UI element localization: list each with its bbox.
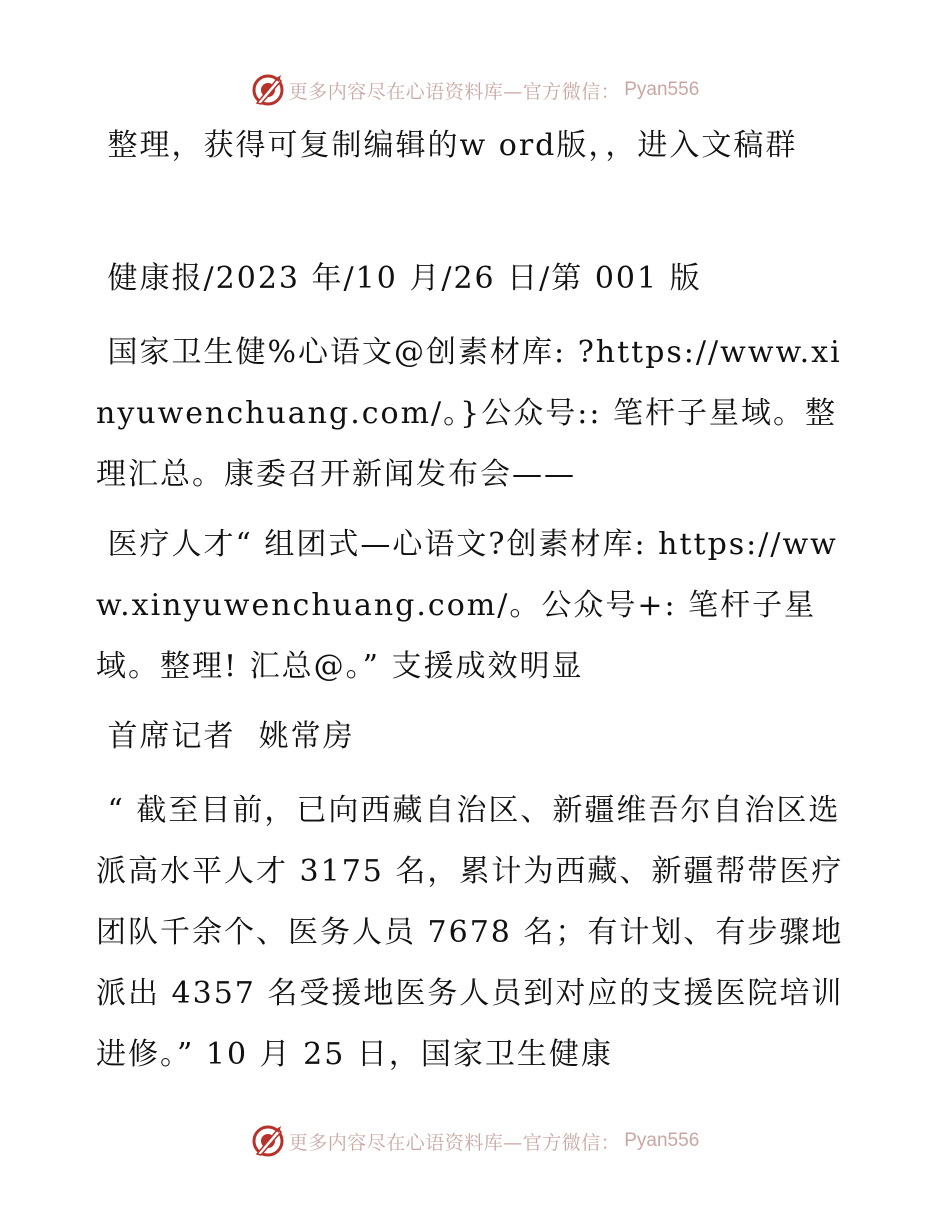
- footer-banner-text: 更多内容尽在心语资料库—官方微信：: [288, 1131, 621, 1154]
- paragraph-body: “ 截至目前，已向西藏自治区、新疆维吾尔自治区选派高水平人才 3175 名，累计为西藏、新疆帮带医疗团队千余个、医务人员 7678 名；有计划、有步骤地派出 4357 名受援地医务人员到对应的支援医院培训进修。” 10 月 25 日，国家卫生健康: [96, 793, 844, 1072]
- quill-logo-icon: [251, 73, 285, 107]
- header-banner-text: 更多内容尽在心语资料库—官方微信：: [288, 80, 621, 103]
- header-banner-content: [251, 73, 700, 107]
- footer-banner-wechat-id: Pyan556: [624, 1130, 700, 1151]
- header-banner: [0, 70, 950, 110]
- footer-banner: [0, 1121, 950, 1161]
- paragraph-headline-part2: 医疗人才“ 组团式—心语文?创素材库: https://www.xinyuwenchuang.com/。公众号+: 笔杆子星域。整理! 汇总@。” 支援成效明显: [96, 527, 838, 684]
- quill-logo-icon: [251, 1124, 285, 1158]
- paragraph-source: 健康报/2023 年/10 月/26 日/第 001 版: [96, 261, 702, 296]
- footer-banner-content: [251, 1124, 700, 1158]
- paragraph-intro: 整理，获得可复制编辑的w ord版，，进入文稿群: [96, 128, 798, 163]
- paragraph-byline: 首席记者 姚常房: [96, 719, 355, 754]
- header-banner-wechat-id: Pyan556: [624, 79, 700, 100]
- paragraph-headline-part1: 国家卫生健%心语文@创素材库: ?https://www.xinyuwenchuang.com/。}公众号:: 笔杆子星域。整理汇总。康委召开新闻发布会——: [96, 335, 842, 492]
